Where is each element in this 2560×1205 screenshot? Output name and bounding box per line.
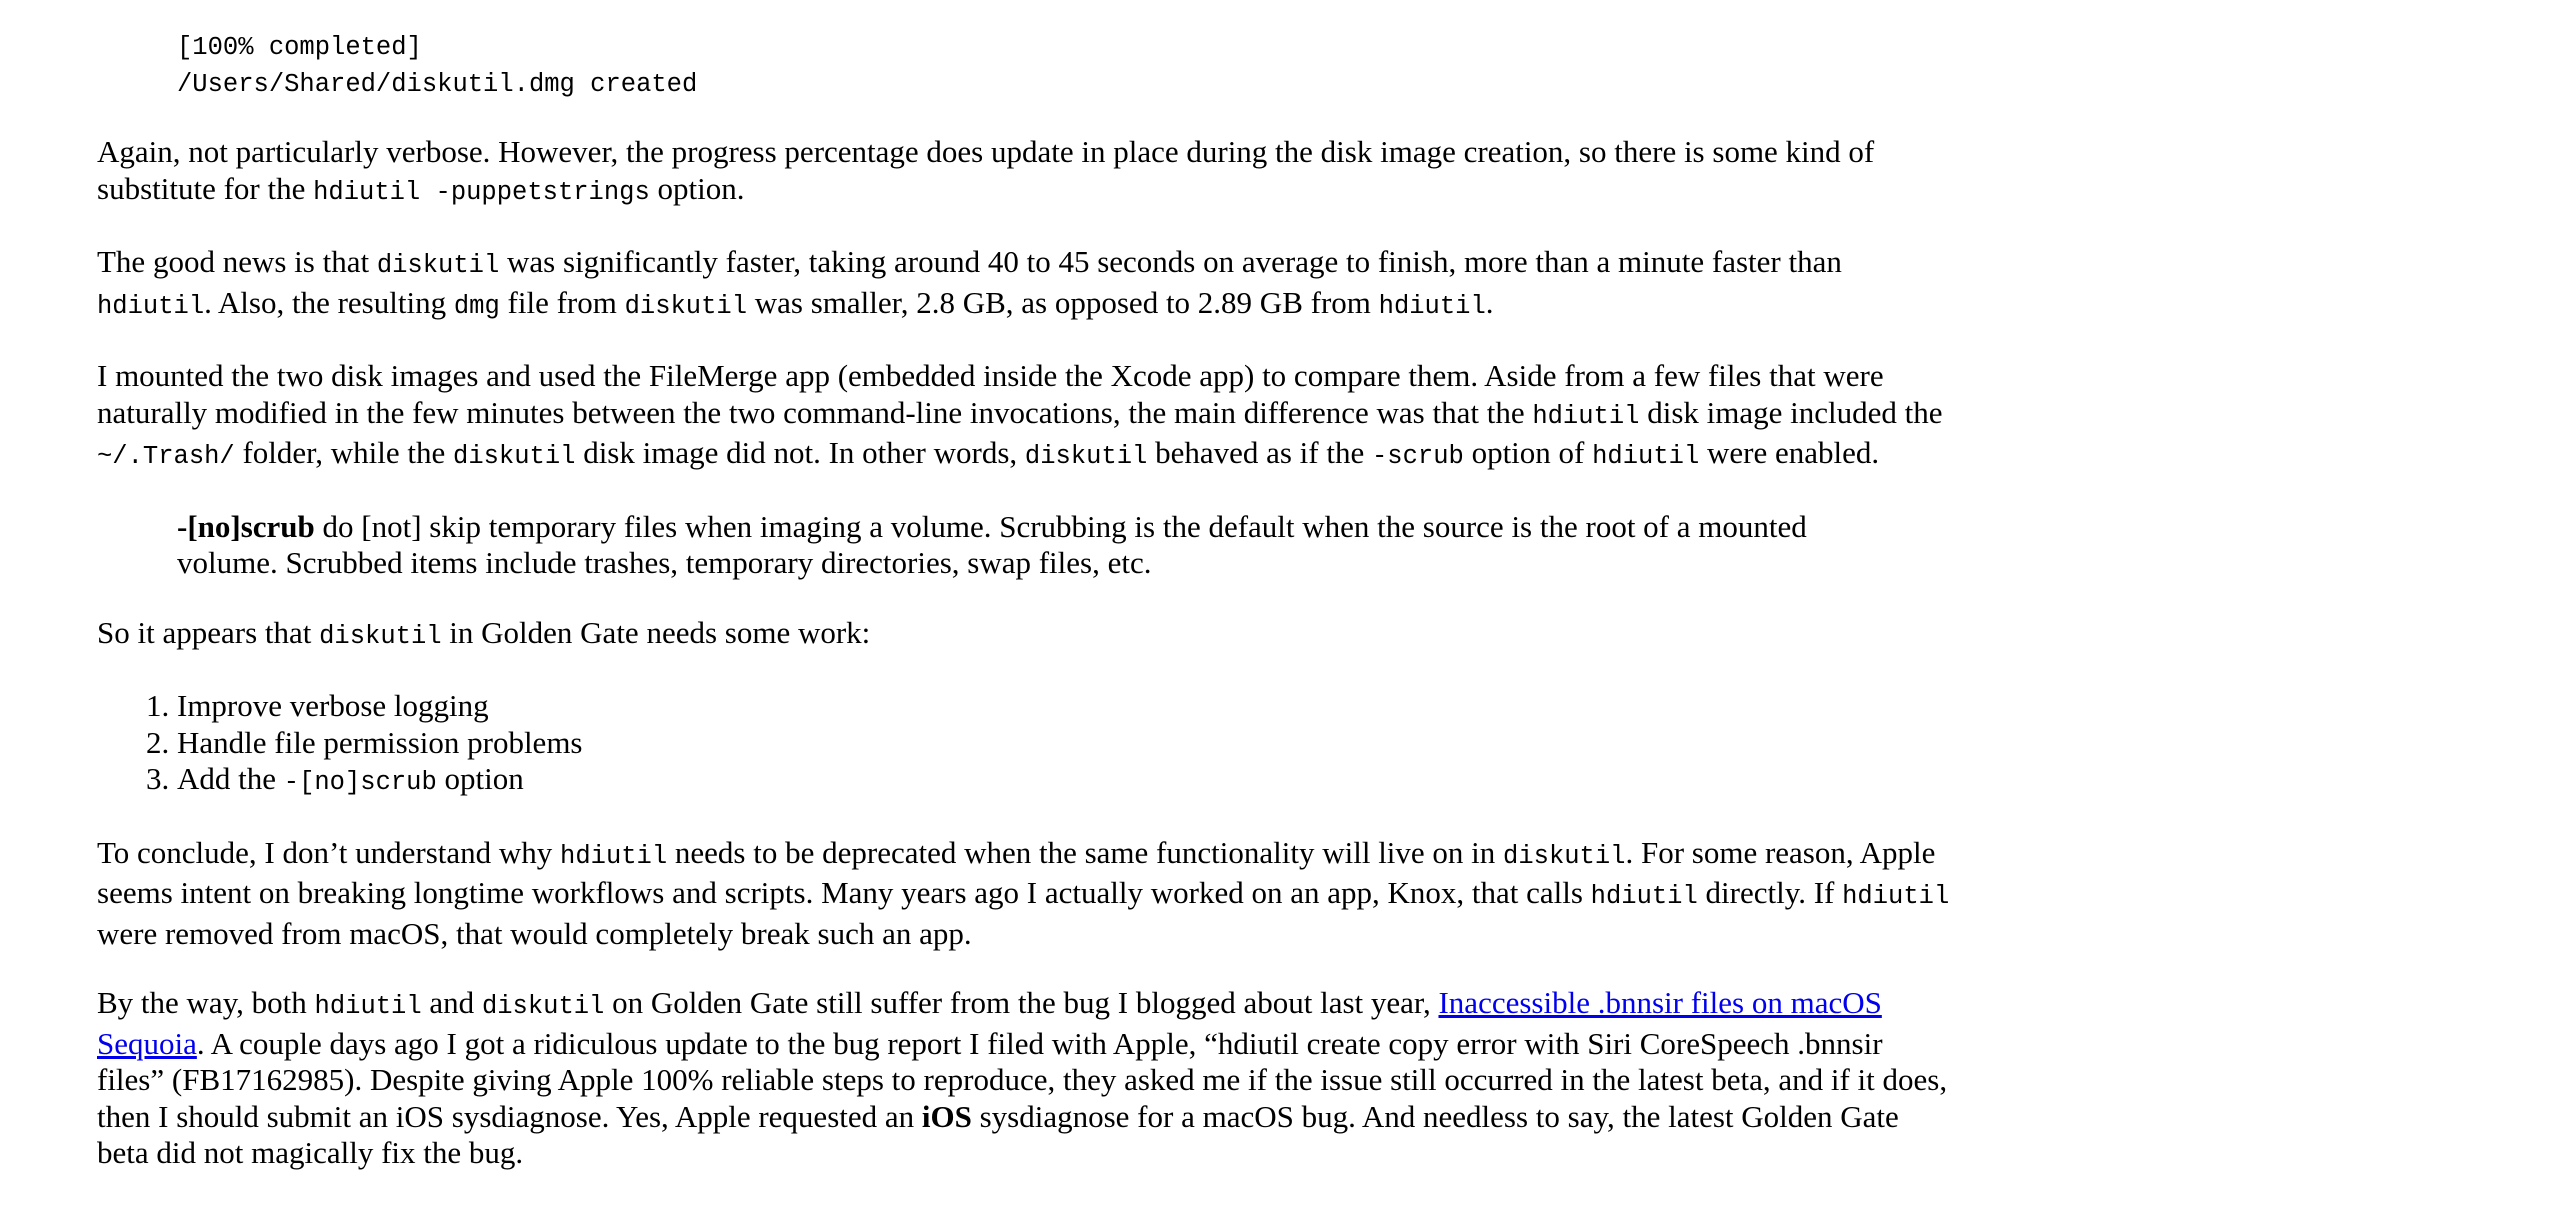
text: was significantly faster, taking around 40 to 45 seconds on average to finish, more than a minute faster than: [499, 244, 1842, 279]
text: The good news is that: [97, 244, 377, 279]
text: needs to be deprecated when the same functionality will live on in: [667, 834, 1504, 870]
inline-code: diskutil: [624, 291, 748, 321]
text: and: [421, 985, 482, 1020]
text: I mounted the two disk images and used the FileMerge app (embedded inside the Xcode app) to compare them. Aside from a few files that were naturally modified in the few minutes between the two command-line invocations, the main difference was that the: [97, 358, 1884, 430]
paragraph-filemerge: [97, 358, 1957, 476]
inline-code: diskutil: [453, 442, 576, 471]
terminal-output: [177, 30, 1957, 103]
inline-code: ~/.Trash/: [97, 442, 235, 471]
bnnsir-article-link[interactable]: Inaccessible .bnnsir files on macOS Sequoia: [97, 985, 1882, 1061]
article-body: [97, 30, 1957, 1205]
work-list: [97, 688, 1957, 802]
text: option.: [649, 170, 745, 206]
inline-code: diskutil: [319, 621, 442, 651]
text: do [not] skip temporary files when imaging a volume. Scrubbing is the default when the source is the root of a mounted volume. Scrubbed items include trashes, temporary directories, swap files, etc.: [177, 508, 1807, 580]
inline-code: -[no]scrub: [283, 768, 437, 797]
inline-code: hdiutil: [1842, 882, 1950, 911]
list-item: [177, 761, 1957, 802]
list-item: 1. Improve verbose logging: [177, 688, 1957, 725]
paragraph-needs-work: [97, 615, 1957, 656]
quote-text: [177, 509, 1897, 582]
inline-code: diskutil: [376, 251, 500, 280]
code-line-created: /Users/Shared/diskutil.dmg created: [177, 69, 698, 99]
text: To conclude, I don’t understand why: [97, 834, 561, 870]
inline-code: hdiutil: [1590, 882, 1698, 911]
inline-code: diskutil: [1024, 442, 1148, 471]
bold-text: iOS: [921, 1098, 972, 1134]
text: disk image included the: [1639, 394, 1943, 430]
inline-code: diskutil: [481, 992, 605, 1021]
text: folder, while the: [234, 435, 454, 470]
paragraph-verbose: [97, 134, 1957, 211]
inline-code: hdiutil: [560, 841, 668, 871]
code-line-progress: [100% completed]: [177, 33, 422, 62]
inline-code: hdiutil: [1592, 442, 1700, 471]
text: sysdiagnose for a macOS bug. And needless to say, the latest Golden Gate beta did not magically fix the bug.: [97, 1098, 1899, 1170]
text: .: [1485, 284, 1494, 320]
text: By the way, both: [97, 985, 315, 1020]
inline-code: hdiutil: [1532, 401, 1640, 431]
text: file from: [499, 284, 625, 320]
text: were removed from macOS, that would completely break such an app.: [97, 915, 972, 951]
inline-code: dmg: [453, 291, 500, 321]
list-item: 2. Handle file permission problems: [177, 725, 1957, 762]
text: So it appears that: [97, 614, 320, 650]
text: behaved as if the: [1147, 435, 1372, 470]
quote-term: -[no]scrub: [177, 508, 315, 544]
inline-code: -scrub: [1371, 442, 1464, 471]
text: . Also, the resulting: [204, 284, 454, 320]
text: . A couple days ago I got a ridiculous update to the bug report I filed with Apple, “hdiutil create copy error with Siri CoreSpeech .bnnsir files” (FB17162985). Despite giving Apple 100% reliable steps to reproduce, they asked me if the issue still occurred in the latest beta, and if it does, then I should submit an iOS sysdiagnose. Yes, Apple requested an: [97, 1025, 1948, 1134]
text: was smaller, 2.8 GB, as opposed to 2.89 GB from: [747, 284, 1379, 320]
text: . For some reason, Apple seems intent on breaking longtime workflows and scripts. Many years ago I actually worked on an app, Knox, that calls: [97, 834, 1936, 910]
paragraph-speed: [97, 244, 1957, 325]
paragraph-conclusion: [97, 835, 1957, 953]
inline-code: hdiutil: [1378, 291, 1486, 321]
text: Again, not particularly verbose. However, the progress percentage does update in place during the disk image creation, so there is some kind of substitute for the: [97, 134, 1875, 206]
inline-code: hdiutil -puppetstrings: [313, 177, 650, 207]
text: option of: [1463, 435, 1593, 470]
text: disk image did not. In other words,: [575, 435, 1025, 470]
text: Add the: [177, 761, 284, 796]
text: directly. If: [1697, 875, 1843, 910]
inline-code: hdiutil: [97, 291, 205, 321]
inline-code: diskutil: [1503, 841, 1626, 871]
text: were enabled.: [1699, 435, 1880, 470]
text: in Golden Gate needs some work:: [441, 614, 871, 650]
paragraph-bug: [97, 985, 1957, 1172]
inline-code: hdiutil: [314, 992, 422, 1021]
spacer: [97, 103, 1957, 134]
text: on Golden Gate still suffer from the bug I blogged about last year,: [604, 985, 1439, 1020]
man-page-quote: [177, 509, 1897, 582]
text: option: [436, 761, 524, 796]
